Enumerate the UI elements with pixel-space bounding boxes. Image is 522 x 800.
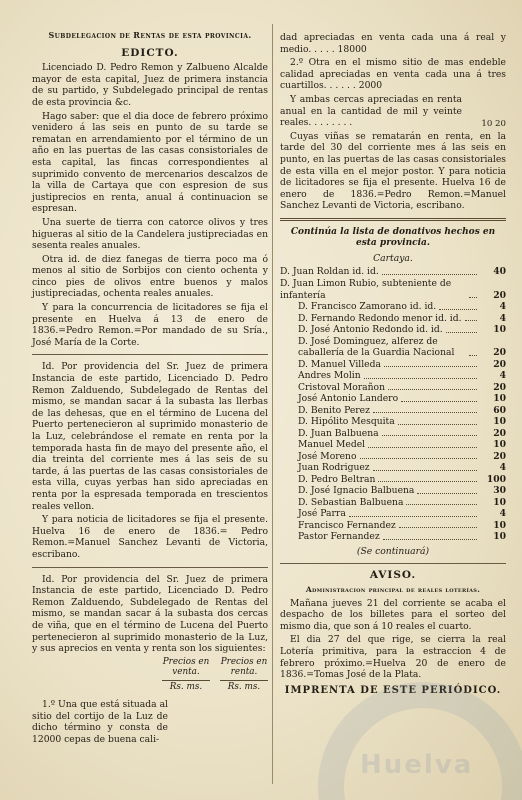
leader-dots (469, 355, 477, 356)
donor-name: Francisco Fernandez (298, 519, 396, 531)
edicto-para-2: Hago saber: que el dia doce de febrero próximo venidero á las seis en punto de su tarde se rematan en arrendamiento por el término de un año en las puertas de las casas consistoriales de esta capital, las fincas correspondientes al suprimido convento de mercenarios descalzos de la villa de Cartaya que con espresion de sus justiprecios en renta, anual á continuacion se espresan. (32, 110, 268, 215)
donor-row (280, 324, 506, 336)
donor-amount: 20 (493, 289, 506, 301)
leader-dots (382, 274, 477, 275)
donor-row (280, 416, 506, 428)
donor-name: D. Francisco Zamorano id. id. (298, 301, 437, 313)
donor-row (280, 474, 506, 486)
edicto-para-4: Otra id. de diez fanegas de tierra poco ma ó menos al sitio de Sorbijos con ciento ochenta y cinco pies de olivos entre buenos y malos justipreciadas, ochenta reales anuales. (32, 253, 268, 300)
leader-dots (417, 493, 477, 494)
donor-name: D. Manuel Villeda (298, 358, 381, 370)
lottery-admin-heading: Administracion principal de reales loterías. (305, 585, 481, 595)
aviso-para-1: Mañana jueves 21 del corriente se acaba el despacho de los billetes para el sorteo del mismo dia, que son á 10 reales el cuarto. (280, 597, 506, 632)
donor-name: D. Benito Perez (298, 404, 370, 416)
notice-id1-para-2: Y para noticia de licitadores se fija el presente. Huelva 16 de enero de 1836.= Pedro Remon.=Manuel Sanchez Levanti de Victoria, escribano. (32, 514, 268, 560)
price-venta-heading: Precios en venta. (162, 656, 210, 677)
donor-name: D. José Dominguez, alferez de caballería de la Guardia Nacional (298, 335, 455, 359)
price-venta-unit: Rs. ms. (162, 680, 210, 694)
donations-heading: Continúa la lista de donativos hechos en esta provincia. (290, 226, 496, 248)
donor-amount: 10 (493, 416, 506, 428)
double-rule (280, 218, 506, 221)
edicto-para-3: Una suerte de tierra con catorce olivos y tres higueras al sitio de la Candelera justipreciadas en sesenta reales anuales. (32, 216, 268, 252)
donor-row (280, 531, 506, 543)
donor-row (280, 508, 506, 520)
leader-dots (373, 470, 477, 471)
leader-dots (398, 424, 477, 425)
price-renta-heading: Precios en renta. (220, 656, 268, 677)
leader-dots (383, 539, 477, 540)
y-ambas-text: Y ambas cercas apreciadas en renta anual en la cantidad de mil y veinte reales. . . . . . . . (280, 93, 462, 129)
donor-amount: 10 (493, 439, 506, 451)
donor-amount: 20 (493, 427, 506, 439)
donor-amount: 60 (493, 404, 506, 416)
donor-row (280, 439, 506, 451)
donor-name: D. Juan Limon Rubio, subteniente de infantería (280, 278, 452, 301)
leader-dots (382, 435, 477, 436)
donor-name: José Parra (298, 508, 346, 520)
leader-dots (465, 320, 477, 321)
leader-dots (388, 389, 477, 390)
donor-amount: 30 (493, 485, 506, 497)
donor-amount: 4 (499, 462, 506, 474)
donor-row (280, 451, 506, 463)
y-ambas-row (280, 94, 506, 131)
donor-row (280, 405, 506, 417)
leader-dots (384, 366, 477, 367)
edicto-para-1: Licenciado D. Pedro Remon y Zalbueno Alcalde mayor de esta capital, Juez de primera instancia de su partido, y Subdelegado principal de rentas de esta provincia &c. (32, 62, 268, 108)
right-column (280, 32, 506, 696)
donor-name: D. Juan Roldan id. id. (280, 266, 379, 278)
donor-amount: 4 (499, 312, 506, 324)
donor-amount: 20 (493, 450, 506, 462)
column-divider (272, 24, 273, 784)
left-column (32, 30, 268, 748)
leader-dots (401, 401, 477, 402)
donor-name: D. Hipólito Mesquita (298, 416, 395, 428)
donor-name: D. José Antonio Redondo id. id. (298, 324, 443, 336)
donor-list (280, 267, 506, 543)
leader-dots (368, 447, 477, 448)
donor-amount: 10 (493, 393, 506, 405)
notice-id2-para: Id. Por providencia del Sr. Juez de primera Instancia de este partido, Licenciado D. Pedro Remon Zalduendo, Subdelegado de Rentas del mismo, se mandan sacar á la subasta dos cercas de viña, que en el término de Lucena del Puerto pertenecieron al suprimido monasterio de la Luz, y sus aprecios en venta y renta son los siguientes: (32, 573, 268, 655)
donor-name: José Moreno (298, 450, 357, 462)
donor-row (280, 428, 506, 440)
vineyard-item-2: 2.º Otra en el mismo sitio de mas endeble calidad apreciadas en venta cada una á tres cuartillos. . . . . . 2000 (280, 57, 506, 92)
donor-name: D. José Ignacio Balbuena (298, 485, 415, 497)
donor-name: D. Juan Balbuena (298, 427, 379, 439)
donor-row (280, 497, 506, 509)
leader-dots (406, 504, 477, 505)
donor-amount: 4 (499, 301, 506, 313)
donor-amount: 20 (493, 347, 506, 359)
donor-row (280, 393, 506, 405)
donor-name: Andres Molin (298, 370, 361, 382)
donor-row (280, 313, 506, 325)
donor-amount: 100 (486, 473, 506, 485)
section-header: Subdelegacion de Rentas de esta provincia. (48, 30, 252, 40)
vineyard-item-1-cont: dad apreciadas en venta cada una á real y medio. . . . . 18000 (280, 32, 506, 55)
leader-dots (364, 378, 477, 379)
donor-amount: 4 (499, 370, 506, 382)
donor-row (280, 520, 506, 532)
notice-id1-para-1: Id. Por providencia del Sr. Juez de primera Instancia de este partido, Licenciado D. Pedro Remon Zalduendo, Subdelegado de Rentas del mismo, se mandan sacar á la subasta las llerbas de las dehesas, que en el término de Lucena del Puerto pertenecieron al suprimido monasterio de la Luz, celebrándose el remate en renta por la temporada hasta fin de mayo del presente año, el dia treinta del corriente mes á las seis de su tarde, á las puertas de las casas consistoriales de esta villa, cuyas yerbas han sido apreciadas en renta por la espresada temporada en trescientos reales vellon. (32, 361, 268, 512)
aviso-title: AVISO. (369, 569, 417, 582)
donor-name: Juan Rodriguez (298, 462, 370, 474)
continuation-note: (Se continuará) (356, 545, 430, 557)
section-rule (280, 563, 506, 564)
donor-amount: 20 (493, 358, 506, 370)
leader-dots (469, 297, 477, 298)
price-headings (32, 657, 268, 677)
donor-amount: 10 (493, 531, 506, 543)
donor-name: D. Pedro Beltran (298, 473, 376, 485)
aviso-para-2: El dia 27 del que rige, se cierra la real Lotería primitiva, para la estraccion 4 de febrero próximo.=Huelva 20 de enero de 1836.=Tomas José de la Plata. (280, 634, 506, 681)
edicto-title: EDICTO. (121, 46, 179, 59)
donor-row (280, 301, 506, 313)
section-rule (32, 567, 268, 568)
leader-dots (378, 481, 477, 482)
leader-dots (439, 309, 477, 310)
donor-row (280, 382, 506, 394)
library-watermark-text: Huelva (360, 750, 474, 780)
section-rule (32, 354, 268, 355)
leader-dots (360, 458, 477, 459)
leader-dots (373, 412, 477, 413)
y-ambas-value: 10 20 (481, 119, 506, 130)
donor-amount: 4 (499, 508, 506, 520)
donor-name: D. Sebastian Balbuena (298, 496, 404, 508)
donor-row (280, 462, 506, 474)
donor-name: José Antonio Landero (298, 393, 399, 405)
town-heading: Cartaya. (373, 252, 413, 264)
leader-dots (446, 332, 477, 333)
donor-amount: 10 (493, 496, 506, 508)
printer-imprint: IMPRENTA DE ESTE PERIÓDICO. (284, 684, 502, 696)
donor-name: Manuel Medel (298, 439, 366, 451)
library-watermark-icon (318, 682, 522, 800)
edicto-para-5: Y para la concurrencia de licitadores se fija el presente en Huelva á 13 de enero de 1836.=Pedro Remon.=Por mandado de su Sría., José María de la Corte. (32, 302, 268, 348)
donor-row (280, 485, 506, 497)
donor-amount: 10 (493, 519, 506, 531)
cuyas-para: Cuyas viñas se rematarán en renta, en la tarde del 30 del corriente mes á las seis en punto, en las puertas de las casas consistoriales de esta villa en el mejor postor. Y para noticia de licitadores se fija el presente. Huelva 16 de enero de 1836.=Pedro Remon.=Manuel Sanchez Levanti de Victoria, escribano. (280, 130, 506, 212)
vineyard-item-1: 1.º Una que está situada al sitio del cortijo de la Luz de dicho término y consta de 12000 cepas de buena cali- (32, 699, 168, 746)
price-renta-unit: Rs. ms. (220, 680, 268, 694)
donor-name: Pastor Fernandez (298, 531, 380, 543)
price-units (32, 680, 268, 694)
donor-amount: 10 (493, 324, 506, 336)
donor-row (280, 370, 506, 382)
donor-row (280, 359, 506, 371)
donor-name: Cristoval Morañon (298, 381, 385, 393)
donor-row (280, 278, 506, 301)
donor-row (280, 267, 506, 279)
donor-amount: 20 (493, 381, 506, 393)
donor-name: D. Fernando Redondo menor id. id. (298, 312, 462, 324)
donor-row (280, 336, 506, 359)
donor-amount: 40 (493, 266, 506, 278)
leader-dots (349, 516, 477, 517)
leader-dots (399, 527, 477, 528)
